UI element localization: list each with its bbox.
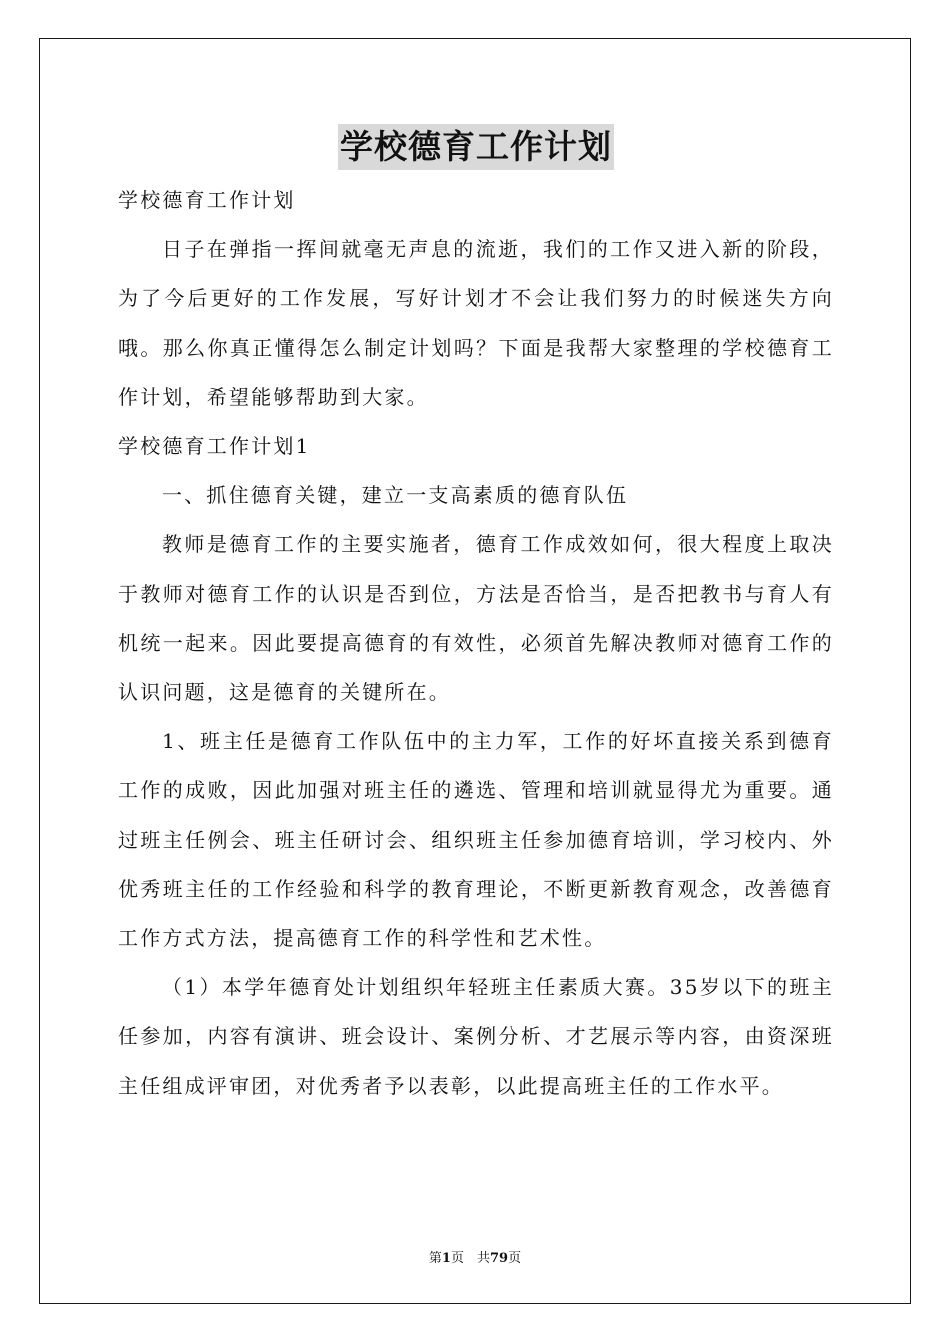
total-page-count: 79 [489, 1251, 509, 1266]
body-paragraph-2: 1、班主任是德育工作队伍中的主力军，工作的好坏直接关系到德育工作的成败，因此加强对班主任的遴选、管理和培训就显得尤为重要。通过班主任例会、班主任研讨会、组织班主任参加德育培训，学习校内、外优秀班主任的工作经验和科学的教育理论，不断更新教育观念，改善德育工作方式方法，提高德育工作的科学性和艺术性。 [118, 729, 834, 951]
body-paragraph-1: 教师是德育工作的主要实施者，德育工作成效如何，很大程度上取决于教师对德育工作的认识是否到位，方法是否恰当，是否把教书与育人有机统一起来。因此要提高德育的有效性，必须首先解决教师对德育工作的认识问题，这是德育的关键所在。 [118, 532, 834, 705]
document-title: 学校德育工作计划 [338, 124, 614, 170]
document-subtitle: 学校德育工作计划 [118, 188, 296, 212]
title-container [118, 124, 834, 176]
page-label-mid: 页 共 [450, 1251, 490, 1266]
body-paragraph-3: （1）本学年德育处计划组织年轻班主任素质大赛。35岁以下的班主任参加，内容有演讲、班会设计、案例分析、才艺展示等内容，由资深班主任组成评审团，对优秀者予以表彰，以此提高班主任的工作水平。 [118, 975, 834, 1098]
section-title: 学校德育工作计划1 [118, 434, 311, 459]
document-body [118, 124, 834, 1111]
page-label-prefix: 第 [428, 1251, 442, 1266]
page-label-suffix: 页 [508, 1251, 522, 1266]
intro-paragraph: 日子在弹指一挥间就毫无声息的流逝，我们的工作又进入新的阶段，为了今后更好的工作发展，写好计划才不会让我们努力的时候迷失方向哦。那么你真正懂得怎么制定计划吗？下面是我帮大家整理的学校德育工作计划，希望能够帮助到大家。 [118, 237, 834, 409]
current-page-number: 1 [441, 1251, 451, 1266]
page-footer [0, 1247, 950, 1266]
section-heading: 一、抓住德育关键，建立一支高素质的德育队伍 [162, 483, 629, 508]
